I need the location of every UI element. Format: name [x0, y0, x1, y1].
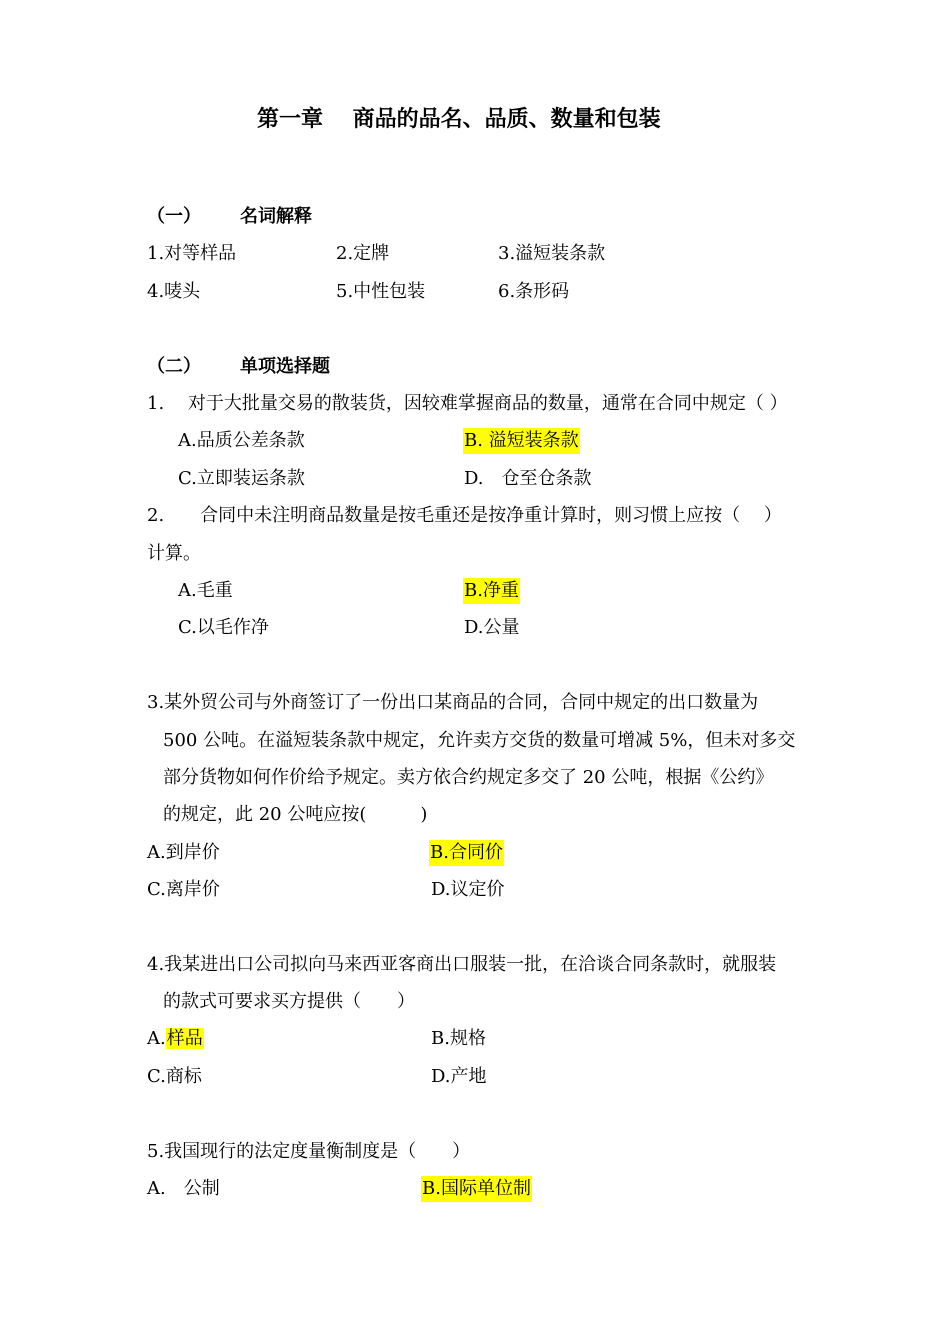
question-3-line-1: 3.某外贸公司与外商签订了一份出口某商品的合同，合同中规定的出口数量为	[147, 692, 759, 713]
section-1-heading: 名词解释	[240, 206, 312, 227]
q5-option-a: A. 公制	[147, 1178, 220, 1199]
q1-option-c: C.立即装运条款	[178, 468, 305, 489]
q3-option-b-highlighted: B.合同价	[429, 840, 504, 866]
question-3-line-3: 部分货物如何作价给予规定。卖方依合约规定多交了 20 公吨，根据《公约》	[163, 767, 774, 788]
q3-option-a: A.到岸价	[147, 842, 220, 863]
q1-option-d: D. 仓至仓条款	[464, 468, 592, 489]
q4-option-a	[147, 1026, 204, 1052]
question-5-text: 5.我国现行的法定度量衡制度是（ ）	[147, 1141, 471, 1162]
q2-option-d: D.公量	[464, 617, 520, 638]
question-3-line-4: 的规定，此 20 公吨应按( )	[163, 804, 428, 825]
section-2-number: （二）	[147, 356, 201, 377]
term-item: 6.条形码	[498, 281, 570, 302]
q1-option-b-highlighted: B. 溢短装条款	[463, 428, 580, 454]
q2-option-a: A.毛重	[178, 580, 233, 601]
question-2-line-1: 2. 合同中未注明商品数量是按毛重还是按净重计算时，则习惯上应按（ ）	[147, 505, 782, 526]
question-4-line-2: 的款式可要求买方提供（ ）	[163, 991, 415, 1012]
q4-option-c: C.商标	[147, 1066, 202, 1087]
term-item: 2.定牌	[336, 243, 390, 264]
q3-option-c: C.离岸价	[147, 879, 220, 900]
q1-option-a: A.品质公差条款	[178, 430, 305, 451]
section-2-heading: 单项选择题	[240, 356, 330, 377]
question-4-line-1: 4.我某进出口公司拟向马来西亚客商出口服装一批，在洽谈合同条款时，就服装	[147, 954, 777, 975]
section-1-number: （一）	[147, 206, 201, 227]
q4-option-b: B.规格	[431, 1028, 486, 1049]
question-2-line-2: 计算。	[147, 543, 201, 564]
term-item: 4.唛头	[147, 281, 201, 302]
q3-option-d: D.议定价	[431, 879, 505, 900]
q4-option-a-highlighted: 样品	[166, 1028, 203, 1049]
term-item: 3.溢短装条款	[498, 243, 606, 264]
term-item: 5.中性包装	[336, 281, 426, 302]
question-3-line-2: 500 公吨。在溢短装条款中规定，允许卖方交货的数量可增减 5%，但未对多交	[163, 730, 796, 751]
term-item: 1.对等样品	[147, 243, 237, 264]
q4-option-d: D.产地	[431, 1066, 487, 1087]
q4-option-a-prefix: A.	[147, 1028, 166, 1049]
page-title: 第一章 商品的品名、品质、数量和包装	[257, 107, 661, 132]
q2-option-b-highlighted: B.净重	[463, 578, 520, 604]
question-1-text: 1. 对于大批量交易的散装货，因较难掌握商品的数量，通常在合同中规定（ ）	[147, 393, 788, 414]
q2-option-c: C.以毛作净	[178, 617, 269, 638]
q5-option-b-highlighted: B.国际单位制	[421, 1176, 532, 1202]
